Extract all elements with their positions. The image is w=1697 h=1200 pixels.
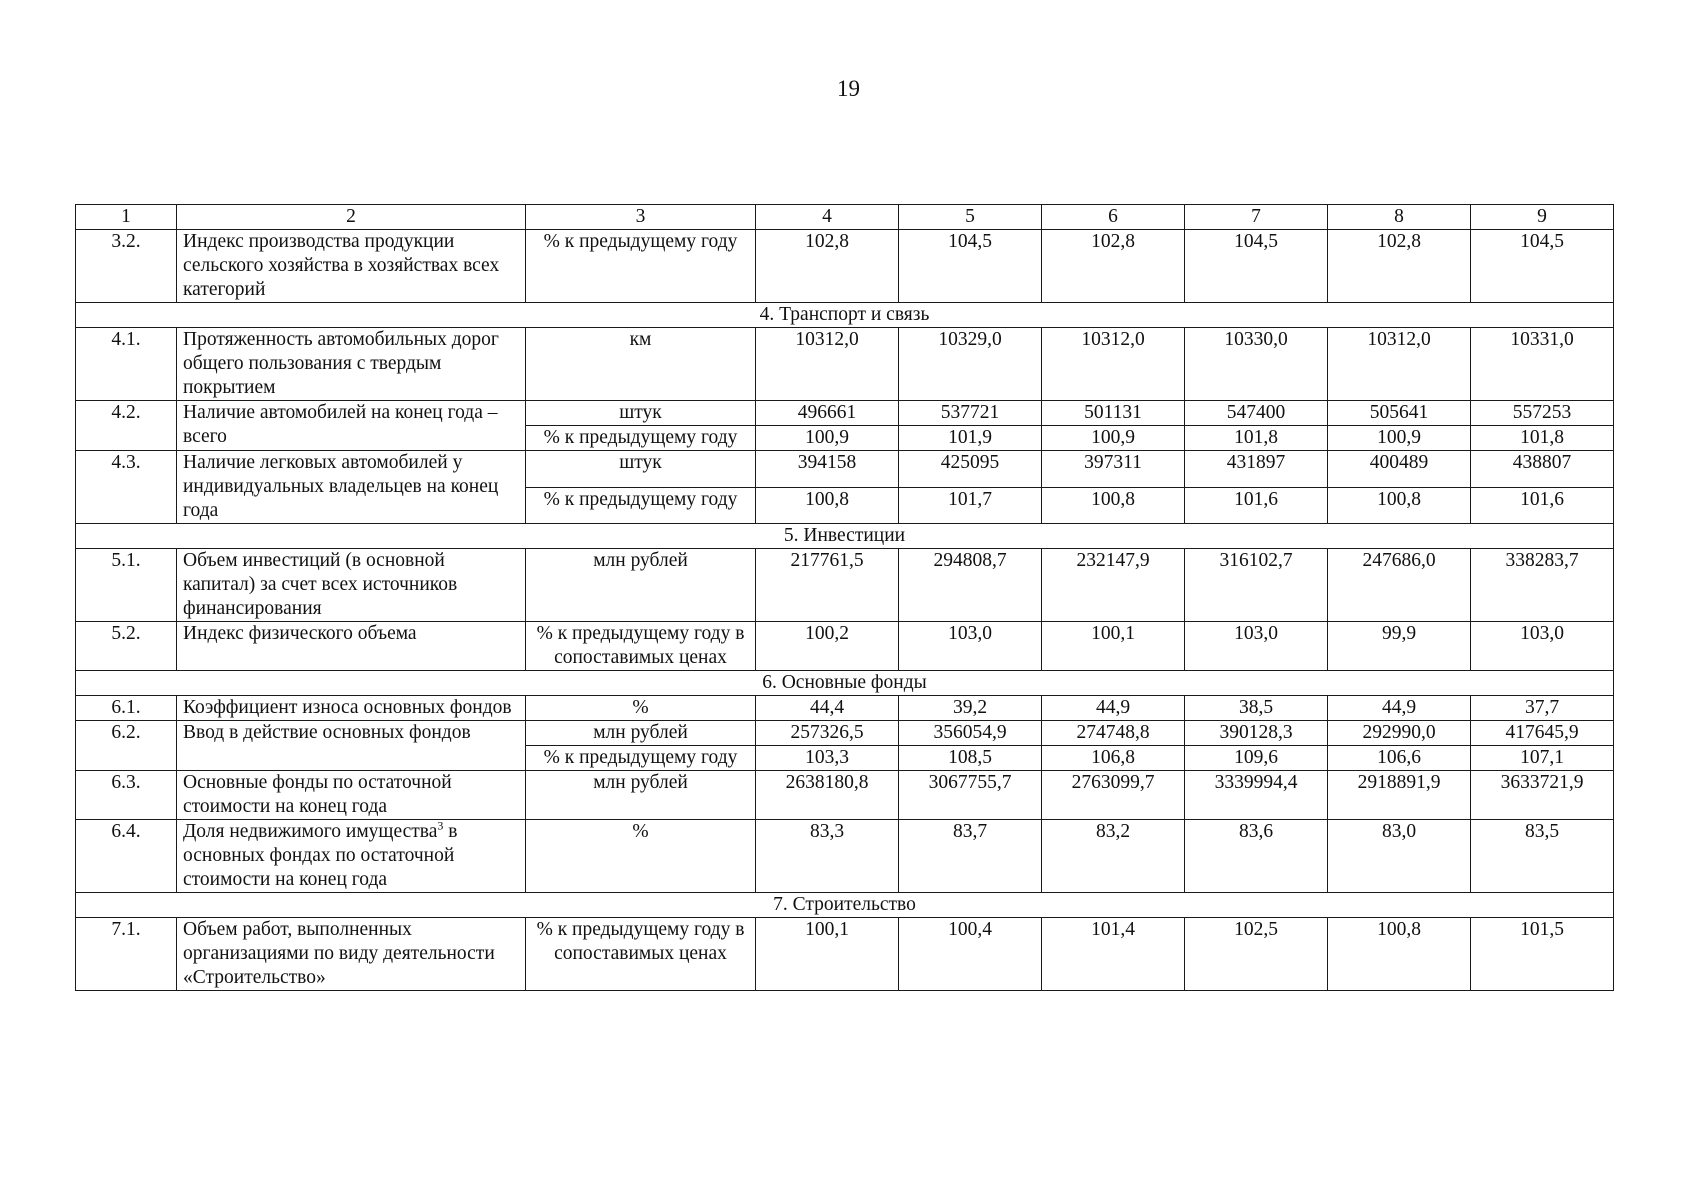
row-number-cell: 5.1. <box>76 549 177 622</box>
value-cell: 2638180,8 <box>756 771 899 820</box>
row-number-cell: 3.2. <box>76 230 177 303</box>
unit-cell: % к предыдущему году в сопоставимых ценах <box>526 622 756 671</box>
value-cell: 44,9 <box>1328 696 1471 721</box>
column-number-cell: 4 <box>756 205 899 230</box>
value-cell: 338283,7 <box>1471 549 1614 622</box>
column-number-cell: 2 <box>177 205 526 230</box>
value-cell: 496661 <box>756 401 899 426</box>
value-cell: 101,9 <box>899 426 1042 451</box>
value-cell: 101,5 <box>1471 918 1614 991</box>
value-cell: 38,5 <box>1185 696 1328 721</box>
column-number-cell: 5 <box>899 205 1042 230</box>
row-number-cell: 5.2. <box>76 622 177 671</box>
section-row <box>76 893 1614 918</box>
value-cell: 83,5 <box>1471 820 1614 893</box>
value-cell: 356054,9 <box>899 721 1042 746</box>
row-number-cell: 7.1. <box>76 918 177 991</box>
value-cell: 44,4 <box>756 696 899 721</box>
value-cell: 547400 <box>1185 401 1328 426</box>
value-cell: 100,1 <box>1042 622 1185 671</box>
unit-cell: % к предыдущему году <box>526 487 756 524</box>
value-cell: 274748,8 <box>1042 721 1185 746</box>
value-cell: 101,4 <box>1042 918 1185 991</box>
row-number-cell: 4.2. <box>76 401 177 451</box>
value-cell: 400489 <box>1328 451 1471 488</box>
indicator-name-cell: Наличие автомобилей на конец года – всего <box>177 401 526 451</box>
value-cell: 100,9 <box>756 426 899 451</box>
indicator-name-cell: Ввод в действие основных фондов <box>177 721 526 771</box>
value-cell: 108,5 <box>899 746 1042 771</box>
unit-cell: млн рублей <box>526 721 756 746</box>
value-cell: 217761,5 <box>756 549 899 622</box>
value-cell: 3633721,9 <box>1471 771 1614 820</box>
table-row <box>76 549 1614 622</box>
value-cell: 101,6 <box>1185 487 1328 524</box>
value-cell: 247686,0 <box>1328 549 1471 622</box>
value-cell: 390128,3 <box>1185 721 1328 746</box>
value-cell: 10329,0 <box>899 328 1042 401</box>
indicator-name-cell: Индекс производства продукции сельского хозяйства в хозяйствах всех категорий <box>177 230 526 303</box>
column-number-cell: 9 <box>1471 205 1614 230</box>
value-cell: 104,5 <box>1471 230 1614 303</box>
value-cell: 102,8 <box>756 230 899 303</box>
value-cell: 10331,0 <box>1471 328 1614 401</box>
value-cell: 106,6 <box>1328 746 1471 771</box>
value-cell: 505641 <box>1328 401 1471 426</box>
value-cell: 83,2 <box>1042 820 1185 893</box>
value-cell: 438807 <box>1471 451 1614 488</box>
value-cell: 257326,5 <box>756 721 899 746</box>
table-row <box>76 230 1614 303</box>
unit-cell: штук <box>526 401 756 426</box>
value-cell: 103,0 <box>1185 622 1328 671</box>
value-cell: 2918891,9 <box>1328 771 1471 820</box>
value-cell: 101,7 <box>899 487 1042 524</box>
table-row <box>76 401 1614 426</box>
value-cell: 101,8 <box>1471 426 1614 451</box>
value-cell: 101,8 <box>1185 426 1328 451</box>
value-cell: 501131 <box>1042 401 1185 426</box>
table-row <box>76 820 1614 893</box>
value-cell: 100,8 <box>1328 918 1471 991</box>
value-cell: 316102,7 <box>1185 549 1328 622</box>
section-title: 5. Инвестиции <box>76 524 1614 549</box>
value-cell: 37,7 <box>1471 696 1614 721</box>
table-body <box>76 205 1614 991</box>
value-cell: 104,5 <box>899 230 1042 303</box>
section-row <box>76 303 1614 328</box>
value-cell: 294808,7 <box>899 549 1042 622</box>
value-cell: 103,3 <box>756 746 899 771</box>
section-title: 6. Основные фонды <box>76 671 1614 696</box>
value-cell: 83,6 <box>1185 820 1328 893</box>
indicator-name-cell: Наличие легковых автомобилей у индивидуальных владельцев на конец года <box>177 451 526 524</box>
value-cell: 232147,9 <box>1042 549 1185 622</box>
value-cell: 100,2 <box>756 622 899 671</box>
indicator-name-cell: Объем инвестиций (в основной капитал) за счет всех источников финансирования <box>177 549 526 622</box>
value-cell: 100,1 <box>756 918 899 991</box>
table-row <box>76 721 1614 746</box>
value-cell: 292990,0 <box>1328 721 1471 746</box>
value-cell: 100,8 <box>756 487 899 524</box>
page-number: 19 <box>837 76 860 101</box>
unit-cell: % к предыдущему году в сопоставимых ценах <box>526 918 756 991</box>
indicator-name-cell: Протяженность автомобильных дорог общего пользования с твердым покрытием <box>177 328 526 401</box>
value-cell: 39,2 <box>899 696 1042 721</box>
value-cell: 107,1 <box>1471 746 1614 771</box>
row-number-cell: 6.3. <box>76 771 177 820</box>
value-cell: 44,9 <box>1042 696 1185 721</box>
table-row <box>76 918 1614 991</box>
value-cell: 557253 <box>1471 401 1614 426</box>
column-number-cell: 6 <box>1042 205 1185 230</box>
value-cell: 100,8 <box>1328 487 1471 524</box>
section-title: 7. Строительство <box>76 893 1614 918</box>
section-row <box>76 671 1614 696</box>
section-row <box>76 524 1614 549</box>
value-cell: 3339994,4 <box>1185 771 1328 820</box>
indicator-name-cell: Объем работ, выполненных организациями по виду деятельности «Строительство» <box>177 918 526 991</box>
unit-cell: км <box>526 328 756 401</box>
table-row <box>76 771 1614 820</box>
value-cell: 2763099,7 <box>1042 771 1185 820</box>
value-cell: 102,8 <box>1042 230 1185 303</box>
value-cell: 83,7 <box>899 820 1042 893</box>
footnote-marker: 3 <box>437 819 444 833</box>
indicator-name-cell: Доля недвижимого имущества$^3$ в основных фондах по остаточной стоимости на конец года <box>177 820 526 893</box>
value-cell: 417645,9 <box>1471 721 1614 746</box>
unit-cell: млн рублей <box>526 549 756 622</box>
value-cell: 102,5 <box>1185 918 1328 991</box>
unit-cell: % к предыдущему году <box>526 426 756 451</box>
value-cell: 103,0 <box>899 622 1042 671</box>
row-number-cell: 4.1. <box>76 328 177 401</box>
indicator-table <box>75 204 1614 991</box>
table-row <box>76 696 1614 721</box>
value-cell: 394158 <box>756 451 899 488</box>
row-number-cell: 4.3. <box>76 451 177 524</box>
table-row <box>76 451 1614 488</box>
row-number-cell: 6.1. <box>76 696 177 721</box>
value-cell: 104,5 <box>1185 230 1328 303</box>
column-number-cell: 8 <box>1328 205 1471 230</box>
unit-cell: % к предыдущему году <box>526 746 756 771</box>
value-cell: 10330,0 <box>1185 328 1328 401</box>
value-cell: 106,8 <box>1042 746 1185 771</box>
value-cell: 397311 <box>1042 451 1185 488</box>
value-cell: 10312,0 <box>756 328 899 401</box>
value-cell: 100,9 <box>1042 426 1185 451</box>
value-cell: 431897 <box>1185 451 1328 488</box>
table-row <box>76 622 1614 671</box>
indicator-name-cell: Коэффициент износа основных фондов <box>177 696 526 721</box>
row-number-cell: 6.4. <box>76 820 177 893</box>
row-number-cell: 6.2. <box>76 721 177 771</box>
value-cell: 100,8 <box>1042 487 1185 524</box>
unit-cell: % <box>526 696 756 721</box>
value-cell: 103,0 <box>1471 622 1614 671</box>
value-cell: 425095 <box>899 451 1042 488</box>
unit-cell: % <box>526 820 756 893</box>
section-title: 4. Транспорт и связь <box>76 303 1614 328</box>
value-cell: 100,9 <box>1328 426 1471 451</box>
table-row <box>76 328 1614 401</box>
value-cell: 537721 <box>899 401 1042 426</box>
indicator-name-cell: Индекс физического объема <box>177 622 526 671</box>
indicator-name-cell: Основные фонды по остаточной стоимости на конец года <box>177 771 526 820</box>
value-cell: 99,9 <box>1328 622 1471 671</box>
value-cell: 10312,0 <box>1328 328 1471 401</box>
value-cell: 109,6 <box>1185 746 1328 771</box>
value-cell: 102,8 <box>1328 230 1471 303</box>
unit-cell: % к предыдущему году <box>526 230 756 303</box>
value-cell: 3067755,7 <box>899 771 1042 820</box>
value-cell: 83,3 <box>756 820 899 893</box>
column-number-cell: 3 <box>526 205 756 230</box>
column-number-cell: 1 <box>76 205 177 230</box>
header-row <box>76 205 1614 230</box>
value-cell: 100,4 <box>899 918 1042 991</box>
column-number-cell: 7 <box>1185 205 1328 230</box>
unit-cell: штук <box>526 451 756 488</box>
value-cell: 10312,0 <box>1042 328 1185 401</box>
value-cell: 101,6 <box>1471 487 1614 524</box>
unit-cell: млн рублей <box>526 771 756 820</box>
value-cell: 83,0 <box>1328 820 1471 893</box>
